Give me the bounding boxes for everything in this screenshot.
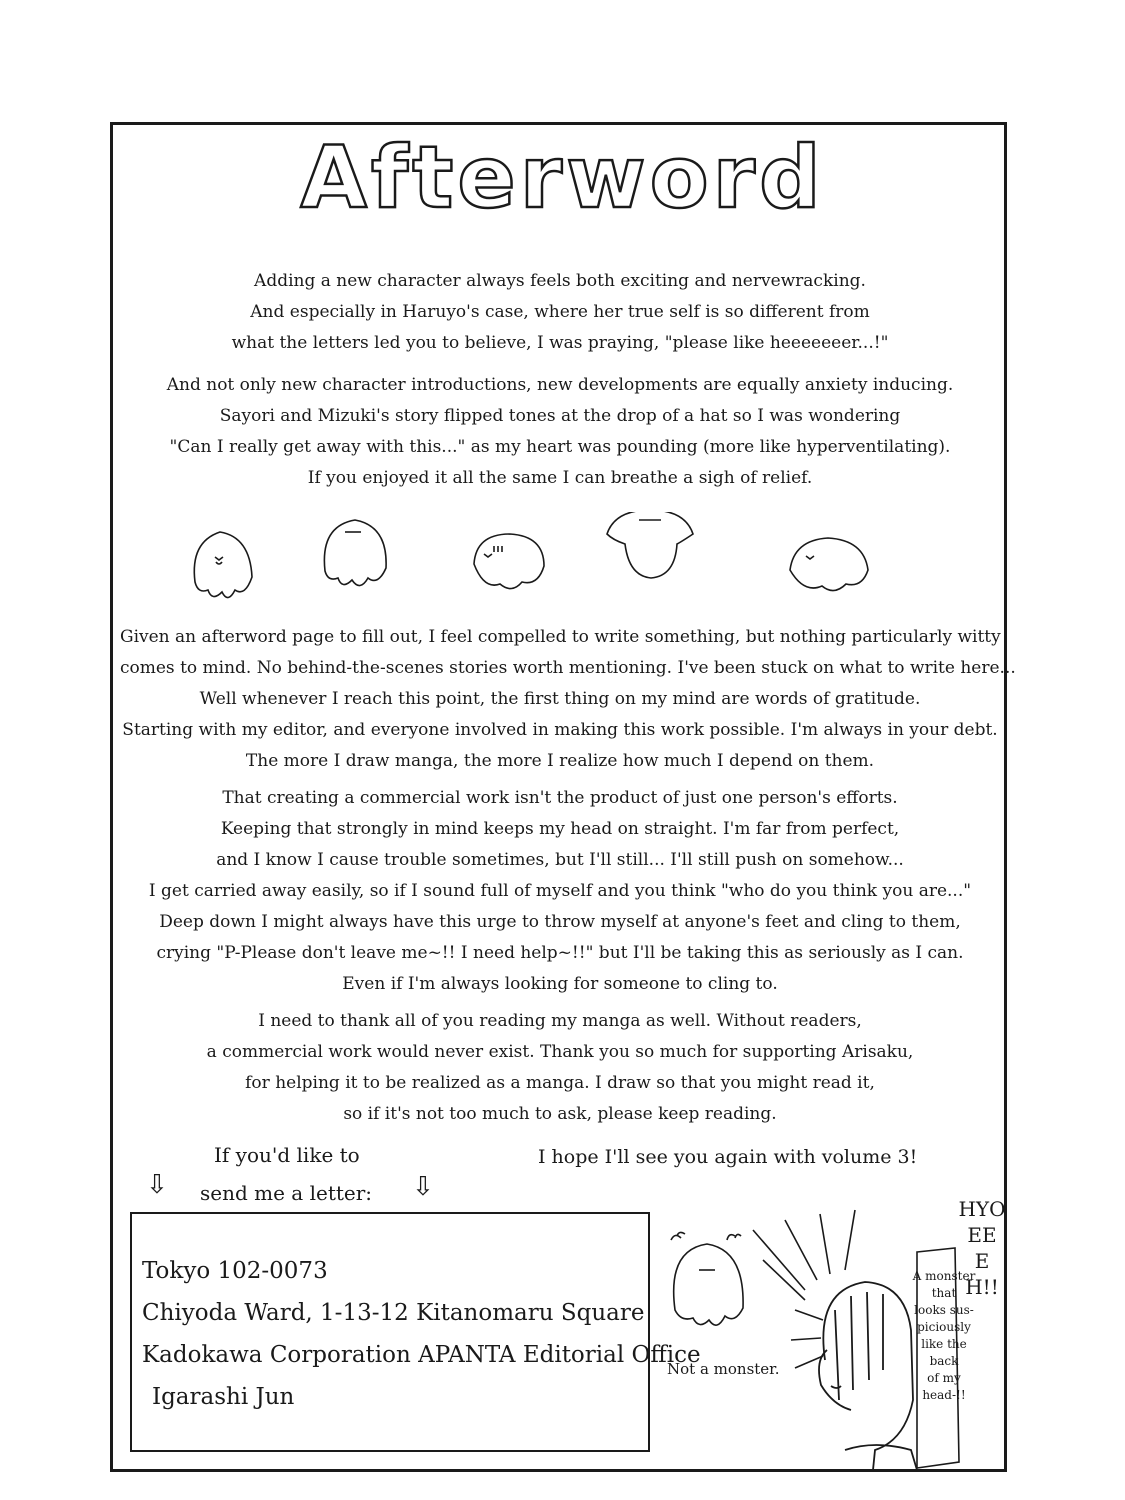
paragraph-1 [120,266,1000,359]
caption-line: like the [921,1337,967,1351]
text-line: Adding a new character always feels both exciting and nervewracking. [254,271,866,291]
letter-note [200,1136,372,1212]
caption-line: back [929,1354,959,1368]
caption-line: piciously [917,1320,971,1334]
paragraph-5 [120,1006,1000,1130]
closing-line: I hope I'll see you again with volume 3! [538,1146,918,1168]
text-line: comes to mind. No behind-the-scenes stories worth mentioning. I've been stuck on what to write here... [120,658,1016,678]
not-monster-caption: Not a monster. [667,1360,780,1378]
text-line: I need to thank all of you reading my manga as well. Without readers, [258,1011,862,1031]
text-line: Given an afterword page to fill out, I feel compelled to write something, but nothing particularly witty [120,627,1001,647]
text-line: so if it's not too much to ask, please keep reading. [343,1104,777,1124]
text-line: Starting with my editor, and everyone involved in making this work possible. I'm always in your debt. [122,720,998,740]
text-line: The more I draw manga, the more I realize how much I depend on them. [245,751,875,771]
critter-drawing [474,534,544,589]
text-line: and I know I cause trouble sometimes, but I'll still... I'll still push on somehow... [216,850,904,870]
address-line: Kadokawa Corporation APANTA Editorial Office [142,1342,701,1368]
critter-drawing [607,512,693,578]
address-line: Igarashi Jun [152,1384,295,1410]
critter-drawing [194,532,252,598]
text-line: crying "P-Please don't leave me~!! I need help~!!" but I'll be taking this as seriously as I can. [156,943,964,963]
text-line: And not only new character introductions, new developments are equally anxiety inducing. [166,375,954,395]
text-line: a commercial work would never exist. Thank you so much for supporting Arisaku, [206,1042,914,1062]
caption-line: looks sus- [914,1303,974,1317]
page-title: Afterword [300,128,825,228]
text-line: Deep down I might always have this urge to throw myself at anyone's feet and cling to them, [159,912,961,932]
monster-caption [912,1268,976,1404]
text-line: Keeping that strongly in mind keeps my head on straight. I'm far from perfect, [220,819,900,839]
text-line: "Can I really get away with this..." as my heart was pounding (more like hyperventilating). [169,437,951,457]
sound-effect-line: EE [967,1223,997,1247]
text-line: And especially in Haruyo's case, where her true self is so different from [250,302,870,322]
critter-illustrations [180,512,900,612]
text-line: Even if I'm always looking for someone to cling to. [342,974,778,994]
address-line: Chiyoda Ward, 1-13-12 Kitanomaru Square [142,1300,645,1326]
paragraph-2 [120,370,1000,494]
arrow-down-icon: ⇩ [412,1172,434,1202]
sound-effect-line: H!! [965,1275,999,1299]
critter-drawing [790,538,868,591]
critter-drawing [671,1232,743,1325]
critter-drawing [324,520,386,586]
text-line: Well whenever I reach this point, the first thing on my mind are words of gratitude. [199,689,921,709]
paragraph-4 [120,783,1000,1000]
paragraph-3 [120,622,1016,777]
caption-line: of my [927,1371,961,1385]
sound-effect-line: HYO [958,1197,1006,1221]
text-line: I get carried away easily, so if I sound full of myself and you think "who do you think you are..." [148,881,972,901]
text-line: what the letters led you to believe, I was praying, "please like heeeeeeer...!" [231,333,889,353]
caption-line: that [931,1286,957,1300]
person-drawing [819,1282,917,1470]
shock-lines [753,1210,855,1368]
text-line: Sayori and Mizuki's story flipped tones at the drop of a hat so I was wondering [219,406,901,426]
text-line: That creating a commercial work isn't the product of just one person's efforts. [222,788,898,808]
caption-line: head-!! [922,1388,966,1402]
caption-line: A monster [912,1269,976,1283]
letter-note-line: send me a letter: [200,1181,373,1205]
text-line: If you enjoyed it all the same I can breathe a sigh of relief. [307,468,813,488]
text-line: for helping it to be realized as a manga. I draw so that you might read it, [245,1073,875,1093]
letter-note-line: If you'd like to [214,1143,360,1167]
address-box [130,1212,701,1452]
arrow-down-icon: ⇩ [146,1170,168,1200]
sound-effect-line: E [974,1249,990,1273]
address-line: Tokyo 102-0073 [142,1258,328,1284]
